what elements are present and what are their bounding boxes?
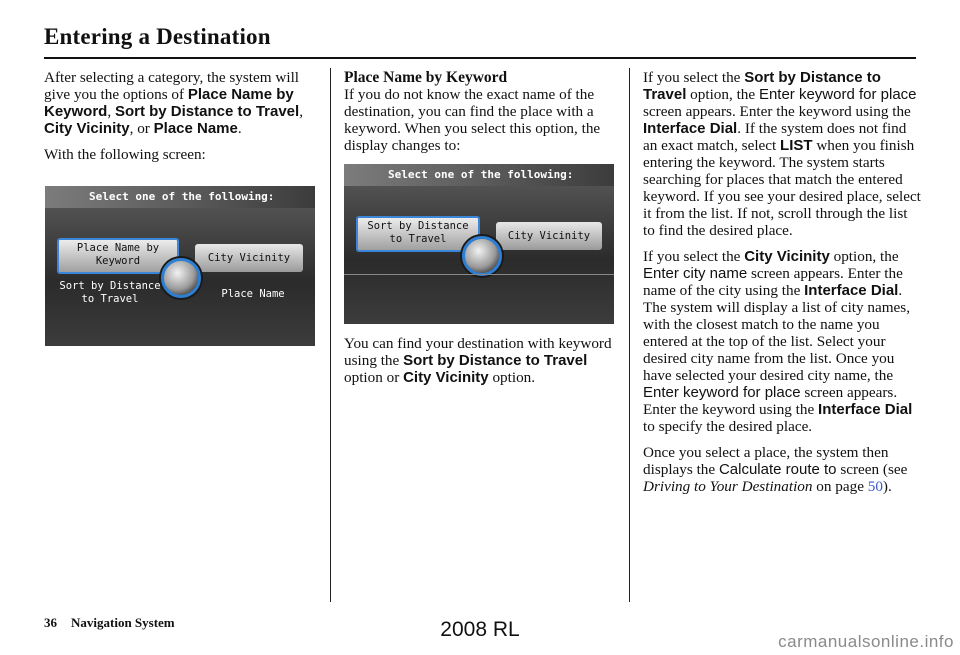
text: Once you select a place, the system then displays the xyxy=(643,444,889,478)
model-watermark: 2008 RL xyxy=(440,618,520,641)
period: . xyxy=(237,120,242,137)
screen-title: Select one of the following: xyxy=(344,164,614,186)
nav-screen-2 xyxy=(344,164,614,324)
section-body: If you do not know the exact name of the destination, you can find the place with a keyword. When you select this option, the display changes to: xyxy=(344,86,601,154)
text: screen appears. Enter the name of the city using the xyxy=(643,265,903,299)
menu-option-place-name[interactable]: Place Name xyxy=(221,288,285,300)
site-watermark: carmanualsonline.info xyxy=(778,632,954,651)
screen-name: Enter city name xyxy=(643,265,748,282)
paragraph-city-vicinity xyxy=(643,248,921,435)
paragraph-sort-distance xyxy=(643,69,921,239)
paragraph-calculate xyxy=(643,444,921,495)
option-sort-distance: Sort by Distance to Travel xyxy=(114,103,300,120)
text: option, the xyxy=(829,248,899,265)
section-paragraph xyxy=(344,69,616,154)
text: screen appears. Enter the keyword using the xyxy=(643,384,898,418)
interface-dial-label: Interface Dial xyxy=(818,401,913,418)
interface-dial-label: Interface Dial xyxy=(643,120,738,137)
page-title: Entering a Destination xyxy=(44,24,271,49)
cross-reference: Driving to Your Destination xyxy=(643,478,813,495)
page-number: 36 xyxy=(44,615,57,630)
column-divider-1 xyxy=(330,68,331,602)
screen-title: Select one of the following: xyxy=(45,186,315,208)
list-label: LIST xyxy=(780,137,813,154)
nav-screen-1 xyxy=(45,186,315,346)
column-divider-2 xyxy=(629,68,630,602)
separator: , xyxy=(107,103,115,120)
option-sort-distance: Sort by Distance to Travel xyxy=(643,69,881,103)
option-city-vicinity: City Vicinity xyxy=(403,369,489,386)
intro-text: After selecting a category, the system will give you the options of xyxy=(44,69,300,103)
separator: , xyxy=(299,103,303,120)
section-heading: Place Name by Keyword xyxy=(344,69,508,86)
title-rule xyxy=(44,57,916,59)
text: . The system will display a list of city names, with the closest match to the name you entered at the top of the list. Select your desired city name from the list. Once you have selected your desired city name, the xyxy=(643,282,911,384)
text: . If the system does not find an exact match, select xyxy=(643,120,907,154)
menu-option-sort-distance[interactable]: Sort by Distance to Travel xyxy=(59,280,161,305)
text: on page xyxy=(812,478,868,495)
column-2 xyxy=(344,69,616,163)
option-city-vicinity: City Vicinity xyxy=(744,248,830,265)
text: screen appears. Enter the keyword using the xyxy=(643,103,911,120)
section-name: Navigation System xyxy=(71,615,175,630)
after-text: option or xyxy=(344,369,404,386)
screen-name: Enter keyword for place xyxy=(758,86,917,103)
interface-dial-icon xyxy=(161,258,201,298)
column-1 xyxy=(44,69,316,172)
screen-name: Enter keyword for place xyxy=(643,384,801,401)
text: when you finish entering the keyword. The system starts searching for places that match the entered keyword. If you see your desired place, select it from the list. If not, scroll through the list to find the desired place. xyxy=(643,137,921,239)
option-sort-distance: Sort by Distance to Travel xyxy=(403,352,588,369)
screen-name: Calculate route to xyxy=(718,461,837,478)
menu-option-sort-distance[interactable]: Sort by Distance to Travel xyxy=(356,216,480,252)
after-text: option. xyxy=(488,369,536,386)
page-link[interactable]: 50 xyxy=(867,478,883,495)
screen-divider xyxy=(344,274,614,275)
interface-dial-label: Interface Dial xyxy=(804,282,899,299)
text: option, the xyxy=(686,86,759,103)
column-2-after xyxy=(344,335,616,395)
screen-intro: With the following screen: xyxy=(44,146,206,163)
menu-option-place-name-keyword[interactable]: Place Name by Keyword xyxy=(57,238,179,274)
text: If you select the xyxy=(643,248,745,265)
option-place-name: Place Name xyxy=(153,120,238,137)
text: screen (see xyxy=(836,461,908,478)
intro-paragraph xyxy=(44,69,316,137)
text: to specify the desired place. xyxy=(643,418,813,435)
separator: , or xyxy=(129,120,154,137)
menu-option-city-vicinity[interactable]: City Vicinity xyxy=(496,222,602,250)
menu-option-city-vicinity[interactable]: City Vicinity xyxy=(195,244,303,272)
text: ). xyxy=(882,478,892,495)
option-place-name-keyword: Place Name by Keyword xyxy=(44,86,294,120)
after-text: You can find your destination with keyword using the xyxy=(344,335,612,369)
option-city-vicinity: City Vicinity xyxy=(44,120,130,137)
interface-dial-icon xyxy=(462,236,502,276)
column-3 xyxy=(643,69,921,504)
after-paragraph xyxy=(344,335,616,386)
text: If you select the xyxy=(643,69,745,86)
